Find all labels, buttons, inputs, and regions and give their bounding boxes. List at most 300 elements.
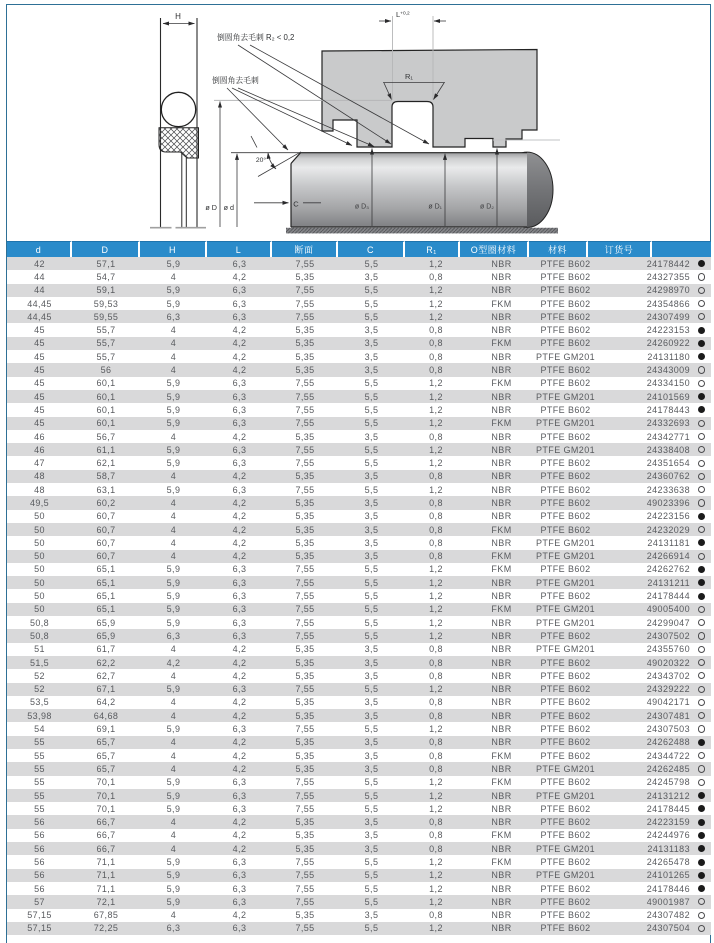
cell: 4,2 (232, 365, 247, 376)
cell: 62,2 (96, 657, 116, 668)
cell: 59,1 (96, 285, 116, 296)
table-row (7, 842, 711, 855)
cell: NBR (491, 803, 512, 814)
cell: NBR (491, 697, 512, 708)
cell-availability (692, 829, 711, 842)
table-row (7, 297, 711, 310)
cell: 5,5 (364, 630, 379, 641)
cell: 67,1 (96, 684, 116, 695)
cell: 6,3 (232, 790, 247, 801)
cell: 7,55 (295, 564, 315, 575)
cell: NBR (491, 497, 512, 508)
cell: 3,5 (364, 830, 379, 841)
availability-dot-open (698, 752, 705, 759)
cell: PTFE B602 (540, 737, 591, 748)
cell: PTFE B602 (540, 524, 591, 535)
cell-availability (692, 629, 711, 642)
cell: 24307482 (646, 910, 690, 921)
cell: 56 (34, 883, 45, 894)
cell: PTFE GM201 (536, 644, 595, 655)
table-row (7, 829, 711, 842)
cell: PTFE B602 (540, 830, 591, 841)
dia-D3-label: ø D₃ (354, 203, 369, 211)
cell: 50 (34, 591, 45, 602)
availability-dot-filled (698, 340, 705, 347)
cell: 7,55 (295, 378, 315, 389)
r1-label: R₁ (405, 72, 413, 81)
cell: 56,7 (96, 431, 116, 442)
cell: 3,5 (364, 817, 379, 828)
cell: 0,8 (429, 431, 443, 442)
cell: 4 (170, 817, 177, 828)
cell: 24334150 (646, 378, 690, 389)
cell: 5,35 (295, 351, 315, 362)
cell: 60,1 (96, 378, 116, 389)
angle-label: 20° (255, 157, 267, 164)
cell-availability (692, 310, 711, 323)
cell-availability (692, 470, 711, 483)
cell: 5,35 (295, 657, 315, 668)
cell: 6,3 (232, 630, 247, 641)
cell: 3,5 (364, 657, 379, 668)
cell: NBR (491, 484, 512, 495)
cell: 5,9 (166, 458, 181, 469)
availability-dot-open (698, 898, 705, 905)
cell: 45 (34, 391, 45, 402)
cell: 49042171 (646, 697, 690, 708)
cell: 49,5 (29, 497, 50, 508)
cell: 5,5 (364, 684, 379, 695)
cell: NBR (491, 883, 512, 894)
cell: FKM (491, 750, 512, 761)
cell: 63,1 (96, 484, 116, 495)
cell: 55 (34, 803, 45, 814)
cell: 5,9 (166, 564, 181, 575)
cell: 56 (34, 857, 45, 867)
cell: 55,7 (96, 351, 116, 362)
cell-availability (692, 443, 711, 456)
cell: 5,35 (295, 537, 315, 548)
cell: 0,8 (429, 710, 443, 721)
cell: 4,2 (232, 351, 247, 362)
cell: 5,5 (364, 591, 379, 602)
cell: 48 (34, 471, 45, 482)
cell: PTFE GM201 (536, 391, 595, 402)
cell: 53,98 (27, 710, 52, 721)
cell: PTFE B602 (540, 285, 591, 296)
cell: NBR (491, 511, 512, 522)
availability-dot-filled (698, 593, 705, 600)
cell: 55 (34, 790, 45, 801)
cell: 24354866 (646, 298, 690, 309)
cell: 1,2 (429, 870, 443, 881)
cell-availability (692, 855, 711, 868)
cell: 4,2 (232, 670, 247, 681)
cell: 4 (170, 697, 177, 708)
cell: 0,8 (429, 737, 443, 748)
cell-availability (692, 270, 711, 283)
cell: 6,3 (232, 311, 247, 322)
cell: 24178446 (646, 883, 690, 894)
cell: 55 (34, 763, 45, 774)
cell: 3,5 (364, 325, 379, 336)
cell: 7,55 (295, 777, 315, 788)
cell: 70,1 (96, 803, 116, 814)
table-row (7, 323, 711, 336)
cell: 24343009 (646, 365, 690, 376)
cell: 3,5 (364, 551, 379, 562)
cell: 47 (34, 458, 45, 469)
table-row (7, 310, 711, 323)
cell: 24223153 (646, 325, 690, 336)
deburr-note-bottom: 倒圆角去毛刺 (212, 76, 259, 85)
cell: 5,35 (295, 697, 315, 708)
availability-dot-filled (698, 579, 705, 586)
cell: 61,1 (96, 444, 116, 455)
cell: 1,2 (429, 391, 443, 402)
cell: 5,35 (295, 431, 315, 442)
cell: 5,9 (166, 883, 181, 894)
cell: 4,2 (232, 431, 247, 442)
cell: NBR (491, 365, 512, 376)
cell: 6,3 (232, 724, 247, 735)
availability-dot-open (698, 765, 705, 772)
cell: NBR (491, 684, 512, 695)
availability-dot-open (698, 632, 705, 639)
cell: 48 (34, 484, 45, 495)
cell: 6,3 (232, 857, 247, 867)
cell: NBR (491, 710, 512, 721)
cell: 0,8 (429, 763, 443, 774)
dimension-table (7, 241, 711, 935)
cell: 24355760 (646, 644, 690, 655)
table-row (7, 789, 711, 802)
table-row (7, 470, 711, 483)
cell: 24343702 (646, 670, 690, 681)
cell: 24307481 (646, 710, 690, 721)
cell: 56 (34, 830, 45, 841)
cell: 5,35 (295, 817, 315, 828)
cell: 57,15 (27, 923, 52, 934)
cell: 24232029 (646, 524, 690, 535)
cell: NBR (491, 577, 512, 588)
cell-availability (692, 496, 711, 509)
cell: 4 (170, 763, 177, 774)
cell: 3,5 (364, 710, 379, 721)
availability-dot-open (698, 686, 705, 693)
cell: PTFE B602 (540, 923, 591, 934)
table-row (7, 550, 711, 563)
cell: FKM (491, 298, 512, 309)
cell: 44,45 (27, 298, 52, 309)
cell: NBR (491, 630, 512, 641)
cell: 7,55 (295, 896, 315, 907)
table-row (7, 629, 711, 642)
cell: 0,8 (429, 697, 443, 708)
availability-dot-open (698, 912, 705, 919)
cell: 4,2 (232, 697, 247, 708)
h-dim-label: H (175, 12, 181, 21)
cell: 51 (34, 644, 45, 655)
cell: 0,8 (429, 511, 443, 522)
cell: 7,55 (295, 604, 315, 615)
cell: 65,1 (96, 577, 116, 588)
cell: 1,2 (429, 298, 443, 309)
cell: NBR (491, 763, 512, 774)
cell-availability (692, 603, 711, 616)
cell: 60,1 (96, 391, 116, 402)
cell: 1,2 (429, 604, 443, 615)
cell: PTFE B602 (540, 591, 591, 602)
cell: 5,9 (166, 577, 181, 588)
cell: 53,5 (29, 697, 50, 708)
cell: 4,2 (232, 750, 247, 761)
availability-dot-filled (698, 739, 705, 746)
cell: 7,55 (295, 923, 315, 934)
table-row (7, 616, 711, 629)
availability-dot-filled (698, 513, 705, 520)
cell: 3,5 (364, 365, 379, 376)
cell-availability (692, 736, 711, 749)
table-row (7, 696, 711, 709)
cell: 4,2 (232, 271, 247, 282)
cell: NBR (491, 724, 512, 735)
cell: 5,35 (295, 338, 315, 349)
cell: 44 (34, 271, 45, 282)
cell: 24260922 (646, 338, 690, 349)
cell: 0,8 (429, 271, 443, 282)
column-header-3: H (140, 241, 207, 257)
cell-availability (692, 337, 711, 350)
cell: 4 (170, 271, 177, 282)
cell-availability (692, 669, 711, 682)
cell: PTFE B602 (540, 750, 591, 761)
cell: 5,35 (295, 551, 315, 562)
availability-dot-open (698, 446, 705, 453)
cell: 7,55 (295, 684, 315, 695)
cell-availability (692, 390, 711, 403)
availability-dot-open (698, 699, 705, 706)
table-row (7, 350, 711, 363)
availability-dot-open (698, 619, 705, 626)
cell: 60,1 (96, 418, 116, 429)
cell: 5,9 (166, 391, 181, 402)
availability-dot-filled (698, 353, 705, 360)
cell: PTFE GM201 (536, 617, 595, 628)
cell: 24178442 (646, 258, 690, 269)
availability-dot-filled (698, 872, 705, 879)
cell: 5,9 (166, 484, 181, 495)
cell: 24332693 (646, 418, 690, 429)
cell: 5,5 (364, 870, 379, 881)
cell: 4 (170, 644, 177, 655)
cell: 7,55 (295, 391, 315, 402)
cell: FKM (491, 564, 512, 575)
cell: 55,7 (96, 325, 116, 336)
cell: 65,7 (96, 750, 116, 761)
cell: 5,5 (364, 258, 379, 269)
cell-availability (692, 616, 711, 629)
cell: 4,2 (232, 497, 247, 508)
cell: NBR (491, 923, 512, 934)
cell: 1,2 (429, 803, 443, 814)
cell: NBR (491, 351, 512, 362)
cell-availability (692, 815, 711, 828)
cell: FKM (491, 378, 512, 389)
cell: 3,5 (364, 843, 379, 854)
cell: PTFE B602 (540, 857, 591, 867)
cell: 24262485 (646, 763, 690, 774)
availability-dot-open (698, 420, 705, 427)
cell: 24338408 (646, 444, 690, 455)
cell: NBR (491, 591, 512, 602)
cell: 24327355 (646, 271, 690, 282)
cell: 0,8 (429, 551, 443, 562)
cell-availability (692, 257, 711, 270)
cell: PTFE B602 (540, 697, 591, 708)
dia-D-label: ø D (205, 203, 217, 212)
availability-dot-open (698, 725, 705, 732)
cell: NBR (491, 790, 512, 801)
cell: 6,3 (232, 258, 247, 269)
cell: FKM (491, 830, 512, 841)
table-row (7, 683, 711, 696)
cell: 6,3 (232, 404, 247, 415)
cell: 5,9 (166, 803, 181, 814)
cell: 4 (170, 351, 177, 362)
cell: 51,5 (29, 657, 50, 668)
cell: 6,3 (232, 458, 247, 469)
cell: 45 (34, 378, 45, 389)
cell-availability (692, 523, 711, 536)
cell: PTFE B602 (540, 365, 591, 376)
cell: 1,2 (429, 418, 443, 429)
table-row (7, 536, 711, 549)
cell: 71,1 (96, 857, 116, 867)
cell-availability (692, 882, 711, 895)
cell: 45 (34, 365, 45, 376)
cell: 60,7 (96, 524, 116, 535)
cell: 56 (100, 365, 112, 376)
cell: NBR (491, 670, 512, 681)
cell: 54,7 (96, 271, 116, 282)
cell: 24131180 (647, 351, 690, 362)
cell-availability (692, 909, 711, 922)
table-row (7, 922, 711, 935)
cell: 62,7 (96, 670, 116, 681)
table-row (7, 390, 711, 403)
cell: 72,25 (93, 923, 119, 934)
cell: 24307502 (646, 630, 690, 641)
cell: 4,2 (232, 471, 247, 482)
cell: 70,1 (96, 777, 116, 788)
availability-dot-filled (698, 819, 705, 826)
cell: 5,9 (166, 591, 181, 602)
cell: 3,5 (364, 697, 379, 708)
cell: NBR (491, 817, 512, 828)
cell: 50,8 (29, 630, 50, 641)
table-row (7, 589, 711, 602)
availability-dot-filled (698, 792, 705, 799)
table-row (7, 762, 711, 775)
cell: 4,2 (232, 338, 247, 349)
cell: PTFE B602 (540, 431, 591, 442)
cell: 3,5 (364, 511, 379, 522)
table-row (7, 855, 711, 868)
cell: 60,7 (96, 551, 116, 562)
table-row (7, 869, 711, 882)
technical-drawing (0, 0, 714, 240)
cell: 55 (34, 777, 45, 788)
cell: 1,2 (429, 444, 443, 455)
cell: 6,3 (232, 577, 247, 588)
table-row (7, 709, 711, 722)
cell-availability (692, 350, 711, 363)
cell: 5,5 (364, 378, 379, 389)
cell: 5,35 (295, 644, 315, 655)
cell: 1,2 (429, 857, 443, 867)
cell: 0,8 (429, 750, 443, 761)
cell: 65,1 (96, 564, 116, 575)
cell: 0,8 (429, 524, 443, 535)
availability-dot-open (698, 925, 705, 932)
cell: 49005400 (646, 604, 690, 615)
availability-dot-open (698, 460, 705, 467)
cell: 5,9 (166, 870, 181, 881)
cell: 5,5 (364, 404, 379, 415)
cell: PTFE B602 (540, 511, 591, 522)
cell: PTFE GM201 (536, 763, 595, 774)
cell: 5,35 (295, 271, 315, 282)
cell: PTFE B602 (540, 311, 591, 322)
cell: PTFE B602 (540, 378, 591, 389)
cell: 1,2 (429, 458, 443, 469)
cell-availability (692, 762, 711, 775)
o-ring (161, 92, 195, 126)
cell: 50 (34, 537, 45, 548)
cell: 24178445 (646, 803, 690, 814)
cell-availability (692, 510, 711, 523)
cell: 45 (34, 351, 45, 362)
column-header-2: D (72, 241, 140, 257)
cell: 1,2 (429, 311, 443, 322)
cell-availability (692, 802, 711, 815)
cell: 6,3 (232, 870, 247, 881)
cell: 5,5 (364, 896, 379, 907)
cell: 6,3 (232, 418, 247, 429)
cell: 6,3 (232, 777, 247, 788)
l-dim-label: $L^{+0,2}$ (396, 10, 410, 19)
cell: 65,1 (96, 591, 116, 602)
cell: 24131183 (647, 843, 690, 854)
cell: NBR (491, 870, 512, 881)
ptfe-ring-hatched (159, 128, 199, 158)
cell: 6,3 (232, 617, 247, 628)
cell: PTFE B602 (540, 910, 591, 921)
cell: 4,2 (232, 551, 247, 562)
housing-profile (322, 50, 537, 148)
cell: 0,8 (429, 910, 443, 921)
cell: 1,2 (429, 378, 443, 389)
table-row (7, 909, 711, 922)
table-row (7, 603, 711, 616)
cell: 5,5 (364, 790, 379, 801)
cell: 5,35 (295, 497, 315, 508)
cell: NBR (491, 737, 512, 748)
cell: 71,1 (96, 870, 116, 881)
cell: 5,9 (166, 724, 181, 735)
table-row (7, 736, 711, 749)
